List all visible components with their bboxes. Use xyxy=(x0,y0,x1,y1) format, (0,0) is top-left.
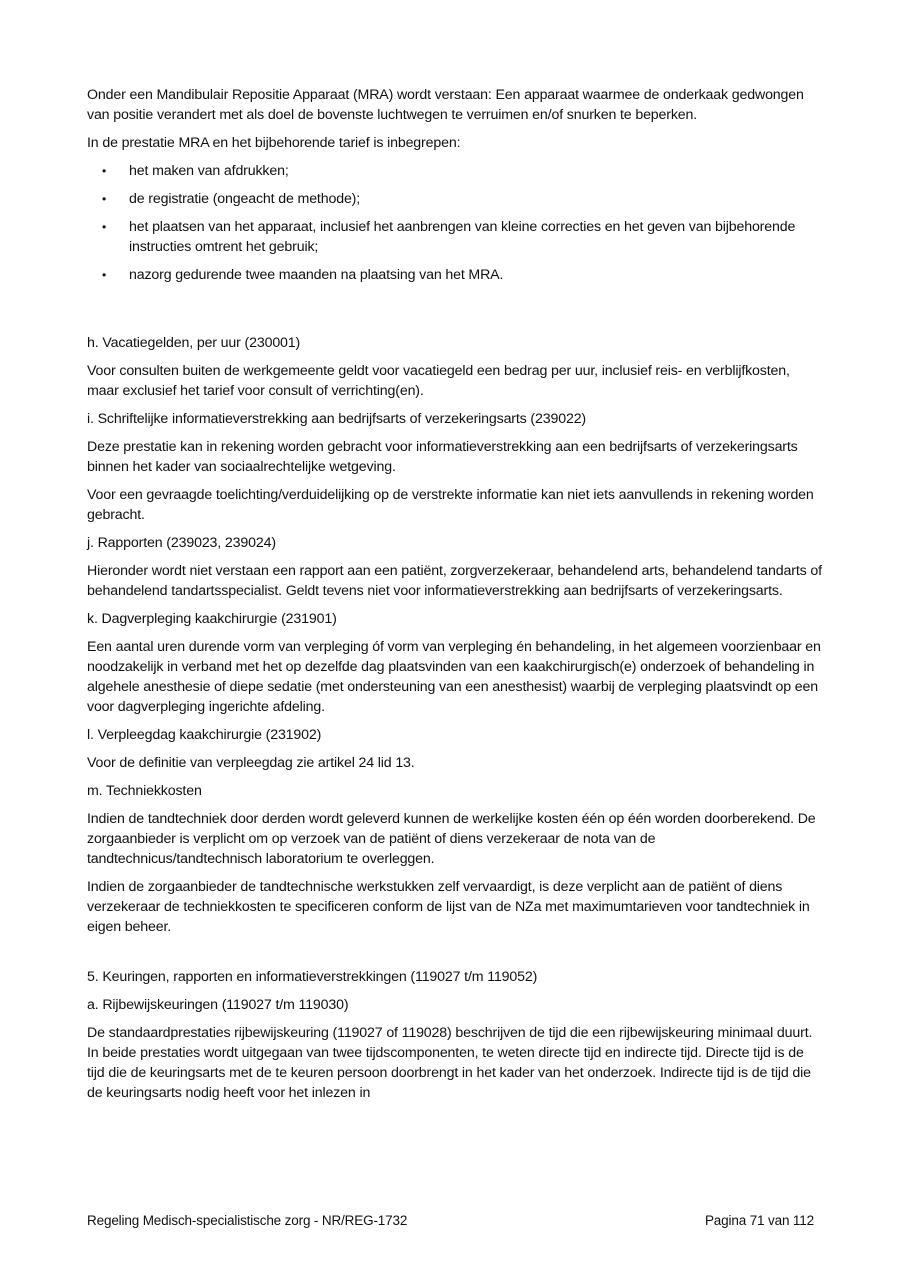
section-spacer xyxy=(87,945,822,967)
section-i-paragraph-2: Voor een gevraagde toelichting/verduidelijking op de verstrekte informatie kan niet iets aanvullends in rekening worden gebracht. xyxy=(87,487,814,523)
mra-definition-paragraph: Onder een Mandibulair Repositie Apparaat (MRA) wordt verstaan: Een apparaat waarmee de onderkaak gedwongen van positie verandert met als doel de bovenste luchtwegen te verruimen en/of snurken te beperken. xyxy=(87,87,804,123)
section-h-paragraph: Voor consulten buiten de werkgemeente geldt voor vacatiegeld een bedrag per uur, inclusief reis- en verblijfkosten, maar exclusief het tarief voor consult of verrichting(en). xyxy=(87,363,790,399)
list-item xyxy=(87,217,822,257)
section-m-paragraph-2: Indien de zorgaanbieder de tandtechnische werkstukken zelf vervaardigt, is deze verplicht aan de patiënt of diens verzekeraar de techniekkosten te specificeren conform de lijst van de NZa met maximumtarieven voor tandtechniek in eigen beheer. xyxy=(87,879,810,935)
section-heading-j: j. Rapporten (239023, 239024) xyxy=(87,535,276,551)
section-heading-l: l. Verpleegdag kaakchirurgie (231902) xyxy=(87,727,322,743)
bullet-icon: • xyxy=(102,164,107,178)
bullet-icon: • xyxy=(102,268,107,282)
section-i-paragraph-1: Deze prestatie kan in rekening worden gebracht voor informatieverstrekking aan een bedrijfsarts of verzekeringsarts binnen het kader van sociaalrechtelijke wetgeving. xyxy=(87,439,798,475)
page-footer xyxy=(87,1212,814,1230)
bullet-icon: • xyxy=(102,220,107,234)
section-m-paragraph-1: Indien de tandtechniek door derden wordt geleverd kunnen de werkelijke kosten één op één worden doorberekend. De zorgaanbieder is verplicht om op verzoek van de patiënt of diens verzekeraar de nota van de tandtechnicus/tandtechnisch laboratorium te overleggen. xyxy=(87,811,816,867)
list-item-text: nazorg gedurende twee maanden na plaatsing van het MRA. xyxy=(129,267,504,283)
section-spacer xyxy=(87,293,822,333)
chapter-5a-paragraph: De standaardprestaties rijbewijskeuring (119027 of 119028) beschrijven de tijd die een rijbewijskeuring minimaal duurt. In beide prestaties wordt uitgegaan van twee tijdscomponenten, te weten directe tijd en indirecte tijd. Directe tijd is de tijd die de keuringsarts met de te keuren persoon doorbrengt in het kader van het onderzoek. Indirecte tijd is de tijd die de keuringsarts nodig heeft voor het inlezen in xyxy=(87,1025,813,1101)
chapter-5-heading: 5. Keuringen, rapporten en informatieverstrekkingen (119027 t/m 119052) xyxy=(87,969,538,985)
chapter-5a-subheading: a. Rijbewijskeuringen (119027 t/m 119030) xyxy=(87,997,349,1013)
section-k-paragraph: Een aantal uren durende vorm van verpleging óf vorm van verpleging én behandeling, in het algemeen voorzienbaar en noodzakelijk in verband met het op dezelfde dag plaatsvinden van een kaakchirurgisch(e) onderzoek of behandeling in algehele anesthesie of diepe sedatie (met ondersteuning van een anesthesist) waarbij de verpleging plaatsvindt op een voor dagverpleging ingerichte afdeling. xyxy=(87,639,821,715)
footer-document-title: Regeling Medisch-specialistische zorg - NR/REG-1732 xyxy=(87,1213,408,1228)
footer-page-number: Pagina 71 van 112 xyxy=(704,1213,814,1228)
section-heading-h: h. Vacatiegelden, per uur (230001) xyxy=(87,335,301,351)
section-j-paragraph: Hieronder wordt niet verstaan een rapport aan een patiënt, zorgverzekeraar, behandelend arts, behandelend tandarts of behandelend tandartsspecialist. Geldt tevens niet voor informatieverstrekking aan bedrijfsarts of verzekeringsarts. xyxy=(87,563,822,599)
included-items-list xyxy=(87,161,822,285)
section-l-paragraph: Voor de definitie van verpleegdag zie artikel 24 lid 13. xyxy=(87,755,415,771)
list-item-text: het maken van afdrukken; xyxy=(129,163,289,179)
list-item xyxy=(87,265,822,285)
section-heading-m: m. Techniekkosten xyxy=(87,783,202,799)
list-item xyxy=(87,189,822,209)
included-intro-paragraph: In de prestatie MRA en het bijbehorende tarief is inbegrepen: xyxy=(87,135,461,151)
section-heading-k: k. Dagverpleging kaakchirurgie (231901) xyxy=(87,611,337,627)
section-heading-i: i. Schriftelijke informatieverstrekking aan bedrijfsarts of verzekeringsarts (239022) xyxy=(87,411,587,427)
document-page xyxy=(87,85,822,1111)
list-item xyxy=(87,161,822,181)
list-item-text: de registratie (ongeacht de methode); xyxy=(129,191,361,207)
bullet-icon: • xyxy=(102,192,107,206)
list-item-text: het plaatsen van het apparaat, inclusief het aanbrengen van kleine correcties en het geven van bijbehorende instructies omtrent het gebruik; xyxy=(129,219,796,255)
